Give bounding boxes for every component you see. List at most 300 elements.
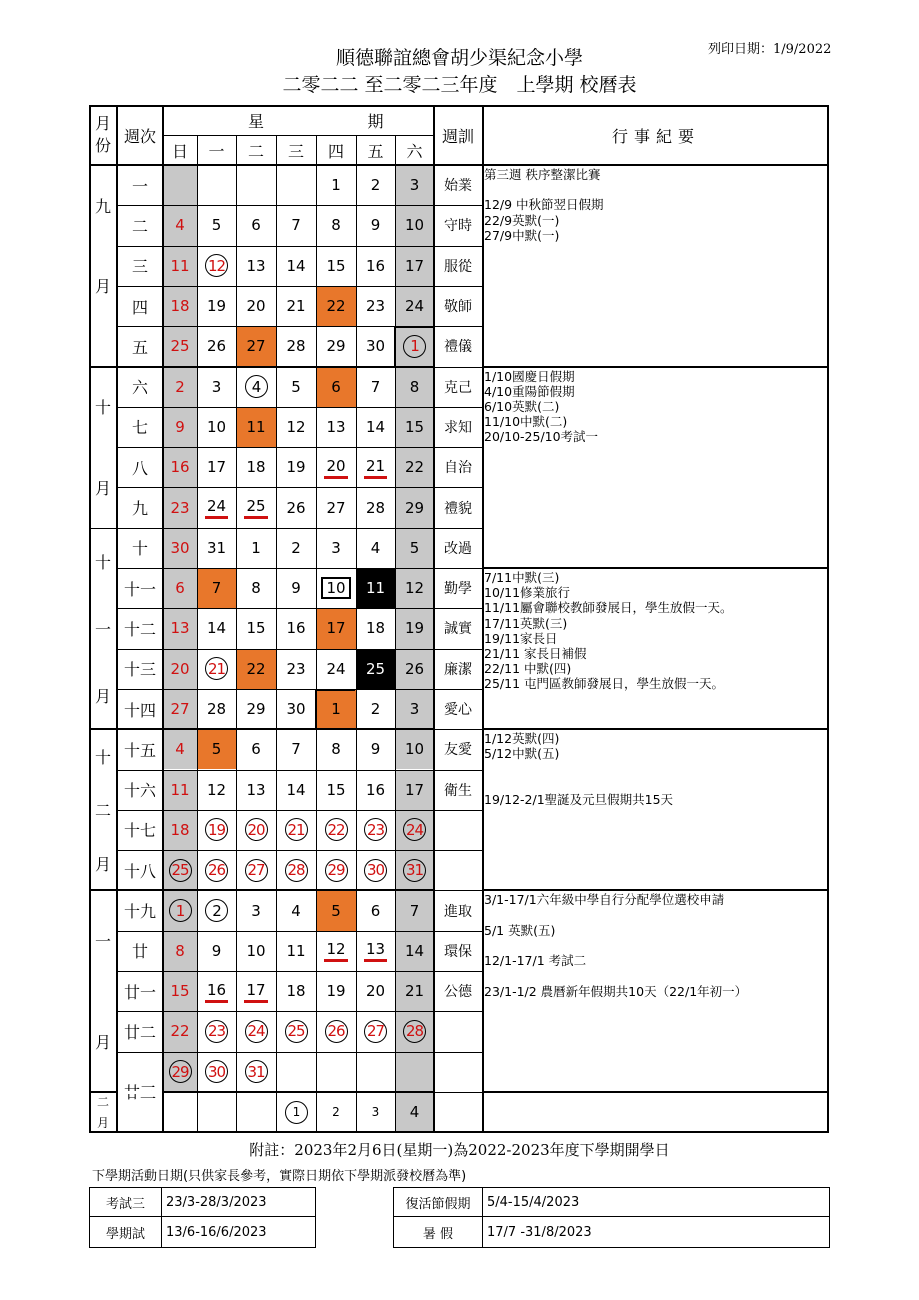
vline-day [236, 135, 237, 1132]
hline-row [117, 568, 434, 569]
hline-row [117, 205, 434, 206]
hline-motto [434, 810, 482, 811]
day-number: 28 [286, 337, 306, 356]
hline-motto [434, 367, 482, 368]
event-line [484, 938, 828, 953]
week-number: 二 [131, 216, 148, 236]
day-number: 14 [286, 780, 306, 799]
day-cell [197, 850, 236, 890]
event-line: 1/12英默(四) [484, 731, 560, 747]
day-number: 22 [325, 818, 348, 841]
day-cell [276, 850, 316, 890]
day-cell [356, 971, 395, 1011]
event-line: 3/1-17/1六年級中學自行分配學位選校申請 [484, 892, 725, 908]
day-number: 4 [175, 216, 185, 235]
event-line: 10/11修業旅行 [484, 585, 571, 601]
day-number: 8 [331, 740, 341, 759]
day-cell [163, 246, 197, 286]
week-number: 四 [131, 297, 148, 317]
day-number: 4 [370, 538, 381, 557]
hline-row [117, 487, 434, 488]
day-cell [316, 890, 356, 930]
day-cell [163, 447, 197, 487]
events-block [484, 729, 828, 890]
day-cell [276, 447, 316, 487]
day-number: 29 [404, 498, 425, 517]
day-number: 9 [370, 740, 381, 759]
header-star: 星 [247, 111, 264, 131]
header-events: 行事紀要 [611, 126, 700, 146]
day-number: 5 [211, 740, 222, 759]
day-number: 4 [175, 740, 185, 759]
day-number: 26 [404, 659, 425, 678]
next-term-value-easter: 5/4-15/4/2023 [483, 1188, 829, 1217]
day-number: 30 [205, 1060, 228, 1083]
day-cell [276, 205, 316, 245]
week-motto [434, 810, 482, 850]
day-cell [163, 165, 197, 205]
day-number: 23 [170, 498, 190, 517]
day-number: 13 [170, 619, 190, 638]
hline-header [89, 164, 829, 166]
day-cell [276, 1092, 316, 1132]
month-char: 月 [94, 687, 111, 707]
day-cell [236, 165, 276, 205]
event-line: 27/9中默(一) [484, 227, 560, 243]
day-number: 2 [370, 700, 381, 719]
day-number: 29 [246, 700, 266, 719]
day-number: 2 [370, 176, 381, 195]
hline-motto [434, 729, 482, 730]
day-cell [316, 407, 356, 447]
day-number: 1 [331, 700, 341, 719]
event-line: 1/10國慶日假期 [484, 368, 575, 384]
event-line: 12/9 中秋節翌日假期 [484, 197, 604, 213]
day-number: 10 [404, 740, 425, 759]
week-number: 廿一 [123, 982, 156, 1002]
event-line: 22/11 中默(四) [484, 661, 572, 677]
week-motto [434, 850, 482, 890]
border-left [89, 105, 91, 1132]
day-number: 15 [246, 619, 266, 638]
hline-motto [434, 890, 482, 891]
day-cell [316, 286, 356, 326]
week-number: 三 [131, 257, 148, 277]
vline-day [316, 135, 317, 1132]
day-number: 21 [286, 297, 306, 316]
day-number: 5 [291, 377, 301, 396]
day-cell [276, 487, 316, 527]
day-number: 18 [170, 820, 190, 839]
day-number: 31 [245, 1060, 268, 1083]
day-cell [356, 608, 395, 648]
day-number: 14 [286, 256, 306, 275]
day-number: 25 [365, 659, 386, 678]
day-cell [163, 931, 197, 971]
day-cell [197, 971, 236, 1011]
month-char: 二 [96, 1095, 109, 1110]
day-cell [316, 1011, 356, 1051]
hline-motto [434, 286, 482, 287]
day-cell [395, 286, 434, 326]
day-cell [276, 407, 316, 447]
event-line [484, 762, 828, 777]
day-number: 11 [365, 579, 386, 598]
hline-motto [434, 447, 482, 448]
day-cell [197, 649, 236, 689]
day-number: 1 [403, 335, 426, 358]
hline-motto [434, 407, 482, 408]
border-bottom [89, 1131, 829, 1133]
day-cell [236, 407, 276, 447]
event-line: 5/12中默(五) [484, 746, 560, 762]
week-motto: 愛心 [444, 702, 472, 719]
day-cell [316, 649, 356, 689]
week-motto: 禮貌 [444, 500, 472, 517]
event-line: 第三週 秩序整潔比賽 [484, 167, 601, 182]
hline-motto [434, 770, 482, 771]
week-motto: 禮儀 [444, 339, 472, 356]
day-number: 26 [205, 859, 228, 882]
day-cell [236, 649, 276, 689]
week-number: 十六 [123, 781, 156, 801]
day-number: 27 [245, 859, 268, 882]
day-cell [236, 770, 276, 810]
day-cell [356, 810, 395, 850]
event-line: 5/1 英默(五) [484, 922, 556, 938]
day-number: 12 [324, 939, 347, 962]
day-cell [316, 367, 356, 407]
next-term-heading: 下學期活動日期(只供家長參考，實際日期依下學期派發校曆為準) [92, 1169, 467, 1184]
hline-motto [434, 205, 482, 206]
day-number: 13 [246, 780, 266, 799]
events-block [484, 890, 828, 1132]
day-cell [395, 850, 434, 890]
month-label [89, 528, 117, 730]
day-cell [197, 407, 236, 447]
week-number: 九 [131, 499, 148, 519]
day-number: 17 [326, 619, 346, 638]
day-number: 5 [331, 901, 341, 920]
next-term-value-summer: 17/7 -31/8/2023 [487, 1224, 592, 1240]
event-line: 19/11家長日 [484, 630, 558, 646]
hline-month [89, 889, 434, 891]
vline-motto [433, 105, 435, 1132]
week-motto: 守時 [444, 218, 472, 235]
next-term-label-easter: 復活節假期 [394, 1188, 483, 1217]
day-number: 3 [409, 176, 420, 195]
day-cell [316, 689, 356, 729]
month-label [89, 890, 117, 1092]
day-number: 29 [169, 1060, 192, 1083]
day-number: 26 [286, 498, 306, 517]
week-number: 五 [131, 337, 148, 357]
day-number: 26 [325, 1020, 348, 1043]
vline-events [482, 105, 484, 1132]
header-day: 一 [208, 141, 225, 161]
day-cell [316, 770, 356, 810]
day-cell [197, 1052, 236, 1092]
events-block [484, 367, 828, 569]
week-number: 十一 [123, 579, 156, 599]
hline-row [117, 1052, 434, 1053]
day-cell [163, 890, 197, 930]
day-cell [316, 246, 356, 286]
week-motto: 始業 [444, 178, 472, 195]
day-number: 7 [211, 579, 222, 598]
day-cell [163, 1052, 197, 1092]
day-cell [395, 246, 434, 286]
day-number: 30 [365, 337, 386, 356]
hline-row [89, 528, 434, 529]
hline-row [117, 971, 434, 972]
hline-row [117, 689, 434, 690]
day-cell [356, 205, 395, 245]
month-char: 十 [94, 747, 111, 767]
day-number: 24 [326, 659, 346, 678]
week-motto: 友愛 [444, 742, 472, 759]
day-cell [197, 729, 236, 769]
event-line: 23/1-1/2 農曆新年假期共10天（22/1年初一） [484, 983, 748, 999]
day-number: 17 [244, 980, 267, 1003]
day-number: 24 [245, 1020, 268, 1043]
day-cell [316, 810, 356, 850]
day-cell [197, 810, 236, 850]
day-number: 7 [291, 216, 301, 235]
day-cell [197, 246, 236, 286]
day-cell [236, 568, 276, 608]
event-line [484, 908, 828, 923]
day-number: 20 [365, 982, 386, 1001]
day-cell [356, 487, 395, 527]
day-number: 13 [364, 939, 387, 962]
hline-motto [434, 1011, 482, 1012]
month-char: 月 [94, 1033, 111, 1053]
day-cell [316, 931, 356, 971]
day-cell [395, 568, 434, 608]
highlight-box [315, 689, 317, 729]
day-cell [356, 286, 395, 326]
week-motto: 公德 [444, 984, 472, 1001]
hline-motto [434, 971, 482, 972]
day-cell [316, 1052, 356, 1092]
day-number: 8 [175, 941, 185, 960]
day-cell [395, 487, 434, 527]
month-char: 十 [94, 398, 111, 418]
hline-month [89, 728, 434, 730]
day-cell [197, 1092, 236, 1132]
day-cell [276, 810, 316, 850]
day-cell [276, 608, 316, 648]
hline-row [117, 1011, 434, 1012]
day-number: 23 [365, 297, 386, 316]
day-number: 6 [251, 740, 261, 759]
day-cell [356, 689, 395, 729]
week-number: 十八 [123, 861, 156, 881]
day-cell [316, 971, 356, 1011]
week-motto: 誠實 [444, 621, 472, 638]
day-number: 9 [370, 216, 381, 235]
day-cell [163, 770, 197, 810]
day-cell [395, 608, 434, 648]
day-cell [163, 326, 197, 366]
week-motto [434, 1052, 482, 1092]
hline-motto [434, 528, 482, 529]
hline-row [117, 608, 434, 609]
header-month-char: 份 [94, 136, 111, 155]
vline-days-start [162, 105, 164, 1132]
day-number: 9 [211, 941, 222, 960]
day-number: 12 [206, 780, 227, 799]
hline-motto [434, 1092, 482, 1093]
event-line: 12/1-17/1 考試二 [484, 953, 587, 969]
day-number: 1 [169, 899, 192, 922]
day-number: 4 [245, 375, 268, 398]
month-label [89, 367, 117, 528]
day-number: 23 [364, 818, 387, 841]
day-cell [276, 1011, 316, 1051]
day-number: 16 [286, 619, 306, 638]
week-motto: 環保 [444, 943, 472, 960]
next-term-label-exam3: 考試三 [90, 1188, 162, 1217]
day-cell [163, 649, 197, 689]
day-cell [163, 608, 197, 648]
hline-motto [434, 931, 482, 932]
day-cell [356, 407, 395, 447]
day-number: 30 [170, 538, 190, 557]
day-cell [395, 367, 434, 407]
day-cell [236, 971, 276, 1011]
day-cell [356, 770, 395, 810]
day-number: 7 [370, 377, 381, 396]
day-number: 16 [205, 980, 228, 1003]
day-cell [236, 205, 276, 245]
day-cell [395, 528, 434, 568]
day-cell [316, 528, 356, 568]
next-term-value-exam3: 23/3-28/3/2023 [162, 1188, 315, 1217]
week-number: 七 [131, 418, 148, 438]
day-number: 22 [170, 1022, 190, 1041]
next-term-box-right [393, 1187, 830, 1248]
day-number: 5 [409, 538, 420, 557]
day-number: 7 [409, 901, 420, 920]
day-cell [197, 770, 236, 810]
day-number: 5 [211, 216, 222, 235]
header-day: 五 [367, 141, 384, 161]
hline-events [482, 366, 829, 368]
day-cell [356, 649, 395, 689]
day-cell [197, 931, 236, 971]
vline-day [395, 135, 396, 1132]
week-motto: 進取 [444, 903, 472, 920]
day-number: 12 [404, 579, 425, 598]
day-number: 9 [291, 579, 301, 598]
hline-motto [434, 689, 482, 690]
day-number: 1 [285, 1101, 308, 1124]
day-number: 10 [404, 216, 425, 235]
day-cell [316, 568, 356, 608]
month-label [89, 165, 117, 326]
hline-row [117, 810, 434, 811]
day-number: 21 [285, 818, 308, 841]
hline-motto [434, 568, 482, 569]
day-cell [236, 689, 276, 729]
events-block [484, 568, 828, 729]
day-cell [356, 931, 395, 971]
day-number: 25 [169, 859, 192, 882]
month-char: 一 [94, 932, 111, 952]
week-number: 廿 [131, 942, 148, 962]
day-number: 20 [170, 659, 190, 678]
day-cell [163, 850, 197, 890]
day-number: 22 [404, 458, 425, 477]
week-number: 一 [131, 176, 148, 196]
hline-motto [434, 850, 482, 851]
day-cell [316, 850, 356, 890]
week-number: 十三 [123, 660, 156, 680]
day-number: 8 [409, 377, 420, 396]
week-merge-cover [118, 1091, 162, 1094]
hline-motto [434, 246, 482, 247]
hline-events [482, 567, 829, 569]
day-cell [316, 447, 356, 487]
day-cell [236, 850, 276, 890]
header-day: 六 [406, 141, 423, 161]
day-cell [236, 487, 276, 527]
day-cell [356, 729, 395, 769]
event-line: 21/11 家長日補假 [484, 646, 587, 662]
day-number: 10 [206, 417, 227, 436]
day-number: 31 [206, 538, 227, 557]
school-name-title: 順德聯誼總會胡少渠紀念小學 [335, 47, 583, 69]
hline-row [117, 649, 434, 650]
day-cell [276, 1052, 316, 1092]
next-term-label-final: 學期試 [90, 1217, 162, 1247]
print-date: 列印日期：1/9/2022 [708, 42, 832, 57]
day-cell [276, 528, 316, 568]
event-line: 19/12-2/1聖誕及元旦假期共15天 [484, 791, 674, 807]
day-number: 25 [170, 337, 190, 356]
header-day: 四 [327, 141, 344, 161]
day-number: 24 [404, 297, 425, 316]
day-cell [395, 729, 434, 769]
day-number: 18 [286, 982, 306, 1001]
day-cell [316, 326, 356, 366]
day-cell [236, 326, 276, 366]
day-cell [276, 649, 316, 689]
hline-motto [434, 326, 482, 327]
day-cell [356, 447, 395, 487]
week-number: 十七 [123, 821, 156, 841]
next-term-value-final: 13/6-16/6/2023 [166, 1224, 267, 1240]
day-cell [316, 165, 356, 205]
day-cell [356, 528, 395, 568]
day-cell [197, 1011, 236, 1051]
day-number: 10 [246, 941, 266, 960]
day-cell [276, 286, 316, 326]
day-cell [163, 286, 197, 326]
day-cell [163, 729, 197, 769]
day-number: 4 [409, 1103, 420, 1122]
day-cell [163, 367, 197, 407]
day-cell [236, 931, 276, 971]
day-cell [197, 447, 236, 487]
day-cell [356, 1092, 395, 1132]
day-number: 16 [365, 256, 386, 275]
school-calendar-table [89, 105, 829, 1135]
day-number: 28 [365, 498, 386, 517]
week-motto: 衛生 [444, 782, 472, 799]
